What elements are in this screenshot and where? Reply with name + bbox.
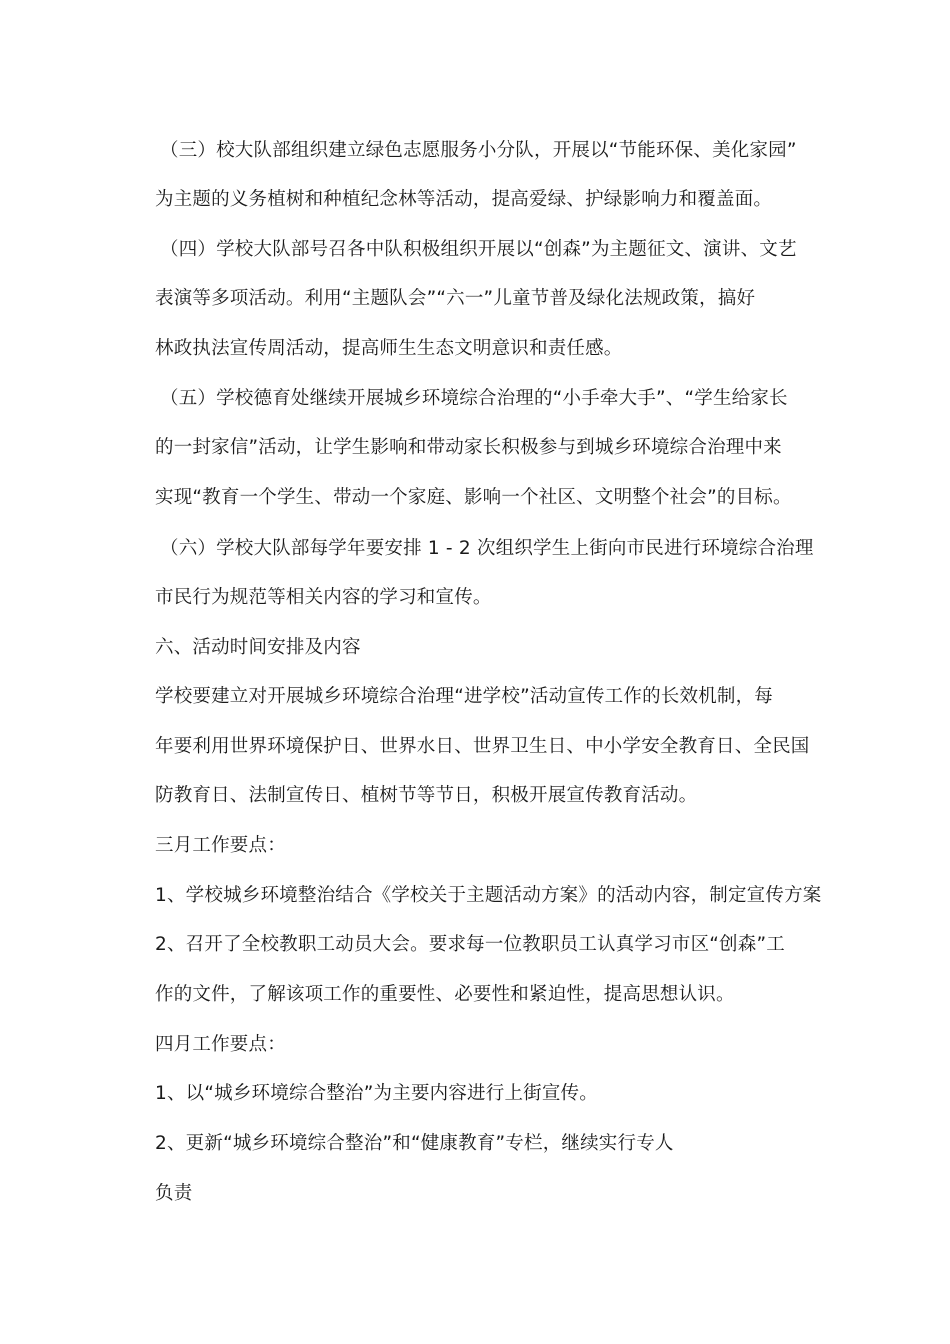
paragraph-line-4: 表演等多项活动。利用“主题队会”“六一”儿童节普及绿化法规政策，搞好 bbox=[155, 288, 756, 309]
section-heading: 六、活动时间安排及内容 bbox=[155, 637, 361, 658]
march-heading: 三月工作要点： bbox=[155, 835, 286, 856]
april-heading: 四月工作要点： bbox=[155, 1034, 286, 1055]
paragraph-line-5: 林政执法宣传周活动，提高师生生态文明意识和责任感。 bbox=[155, 338, 623, 359]
april-item-1: 1、以“城乡环境综合整治”为主要内容进行上街宣传。 bbox=[155, 1083, 598, 1104]
paragraph-line-1: （三）校大队部组织建立绿色志愿服务小分队，开展以“节能环保、美化家园” bbox=[160, 140, 797, 161]
paragraph-line-3: （四）学校大队部号召各中队积极组织开展以“创森”为主题征文、演讲、文艺 bbox=[160, 239, 797, 260]
paragraph-line-8: 实现“教育一个学生、带动一个家庭、影响一个社区、文明整个社会”的目标。 bbox=[155, 487, 792, 508]
paragraph-line-7: 的一封家信”活动，让学生影响和带动家长积极参与到城乡环境综合治理中来 bbox=[155, 437, 782, 458]
paragraph-line-9: （六）学校大队部每学年要安排 1 - 2 次组织学生上街向市民进行环境综合治理 bbox=[160, 538, 814, 559]
march-item-2-cont: 作的文件，了解该项工作的重要性、必要性和紧迫性，提高思想认识。 bbox=[155, 984, 735, 1005]
paragraph-line-14: 防教育日、法制宣传日、植树节等节日，积极开展宣传教育活动。 bbox=[155, 785, 698, 806]
march-item-2: 2、召开了全校教职工动员大会。要求每一位教职员工认真学习市区“创森”工 bbox=[155, 934, 785, 955]
paragraph-line-10: 市民行为规范等相关内容的学习和宣传。 bbox=[155, 587, 492, 608]
paragraph-line-2: 为主题的义务植树和种植纪念林等活动，提高爱绿、护绿影响力和覆盖面。 bbox=[155, 189, 773, 210]
paragraph-line-6: （五）学校德育处继续开展城乡环境综合治理的“小手牵大手”、“学生给家长 bbox=[160, 388, 788, 409]
march-item-1: 1、学校城乡环境整治结合《学校关于主题活动方案》的活动内容，制定宣传方案 bbox=[155, 885, 822, 906]
paragraph-line-13: 年要利用世界环境保护日、世界水日、世界卫生日、中小学安全教育日、全民国 bbox=[155, 736, 810, 757]
april-item-2-cont: 负责 bbox=[155, 1183, 193, 1204]
april-item-2: 2、更新“城乡环境综合整治”和“健康教育”专栏，继续实行专人 bbox=[155, 1133, 674, 1154]
paragraph-line-12: 学校要建立对开展城乡环境综合治理“进学校”活动宣传工作的长效机制，每 bbox=[155, 686, 773, 707]
